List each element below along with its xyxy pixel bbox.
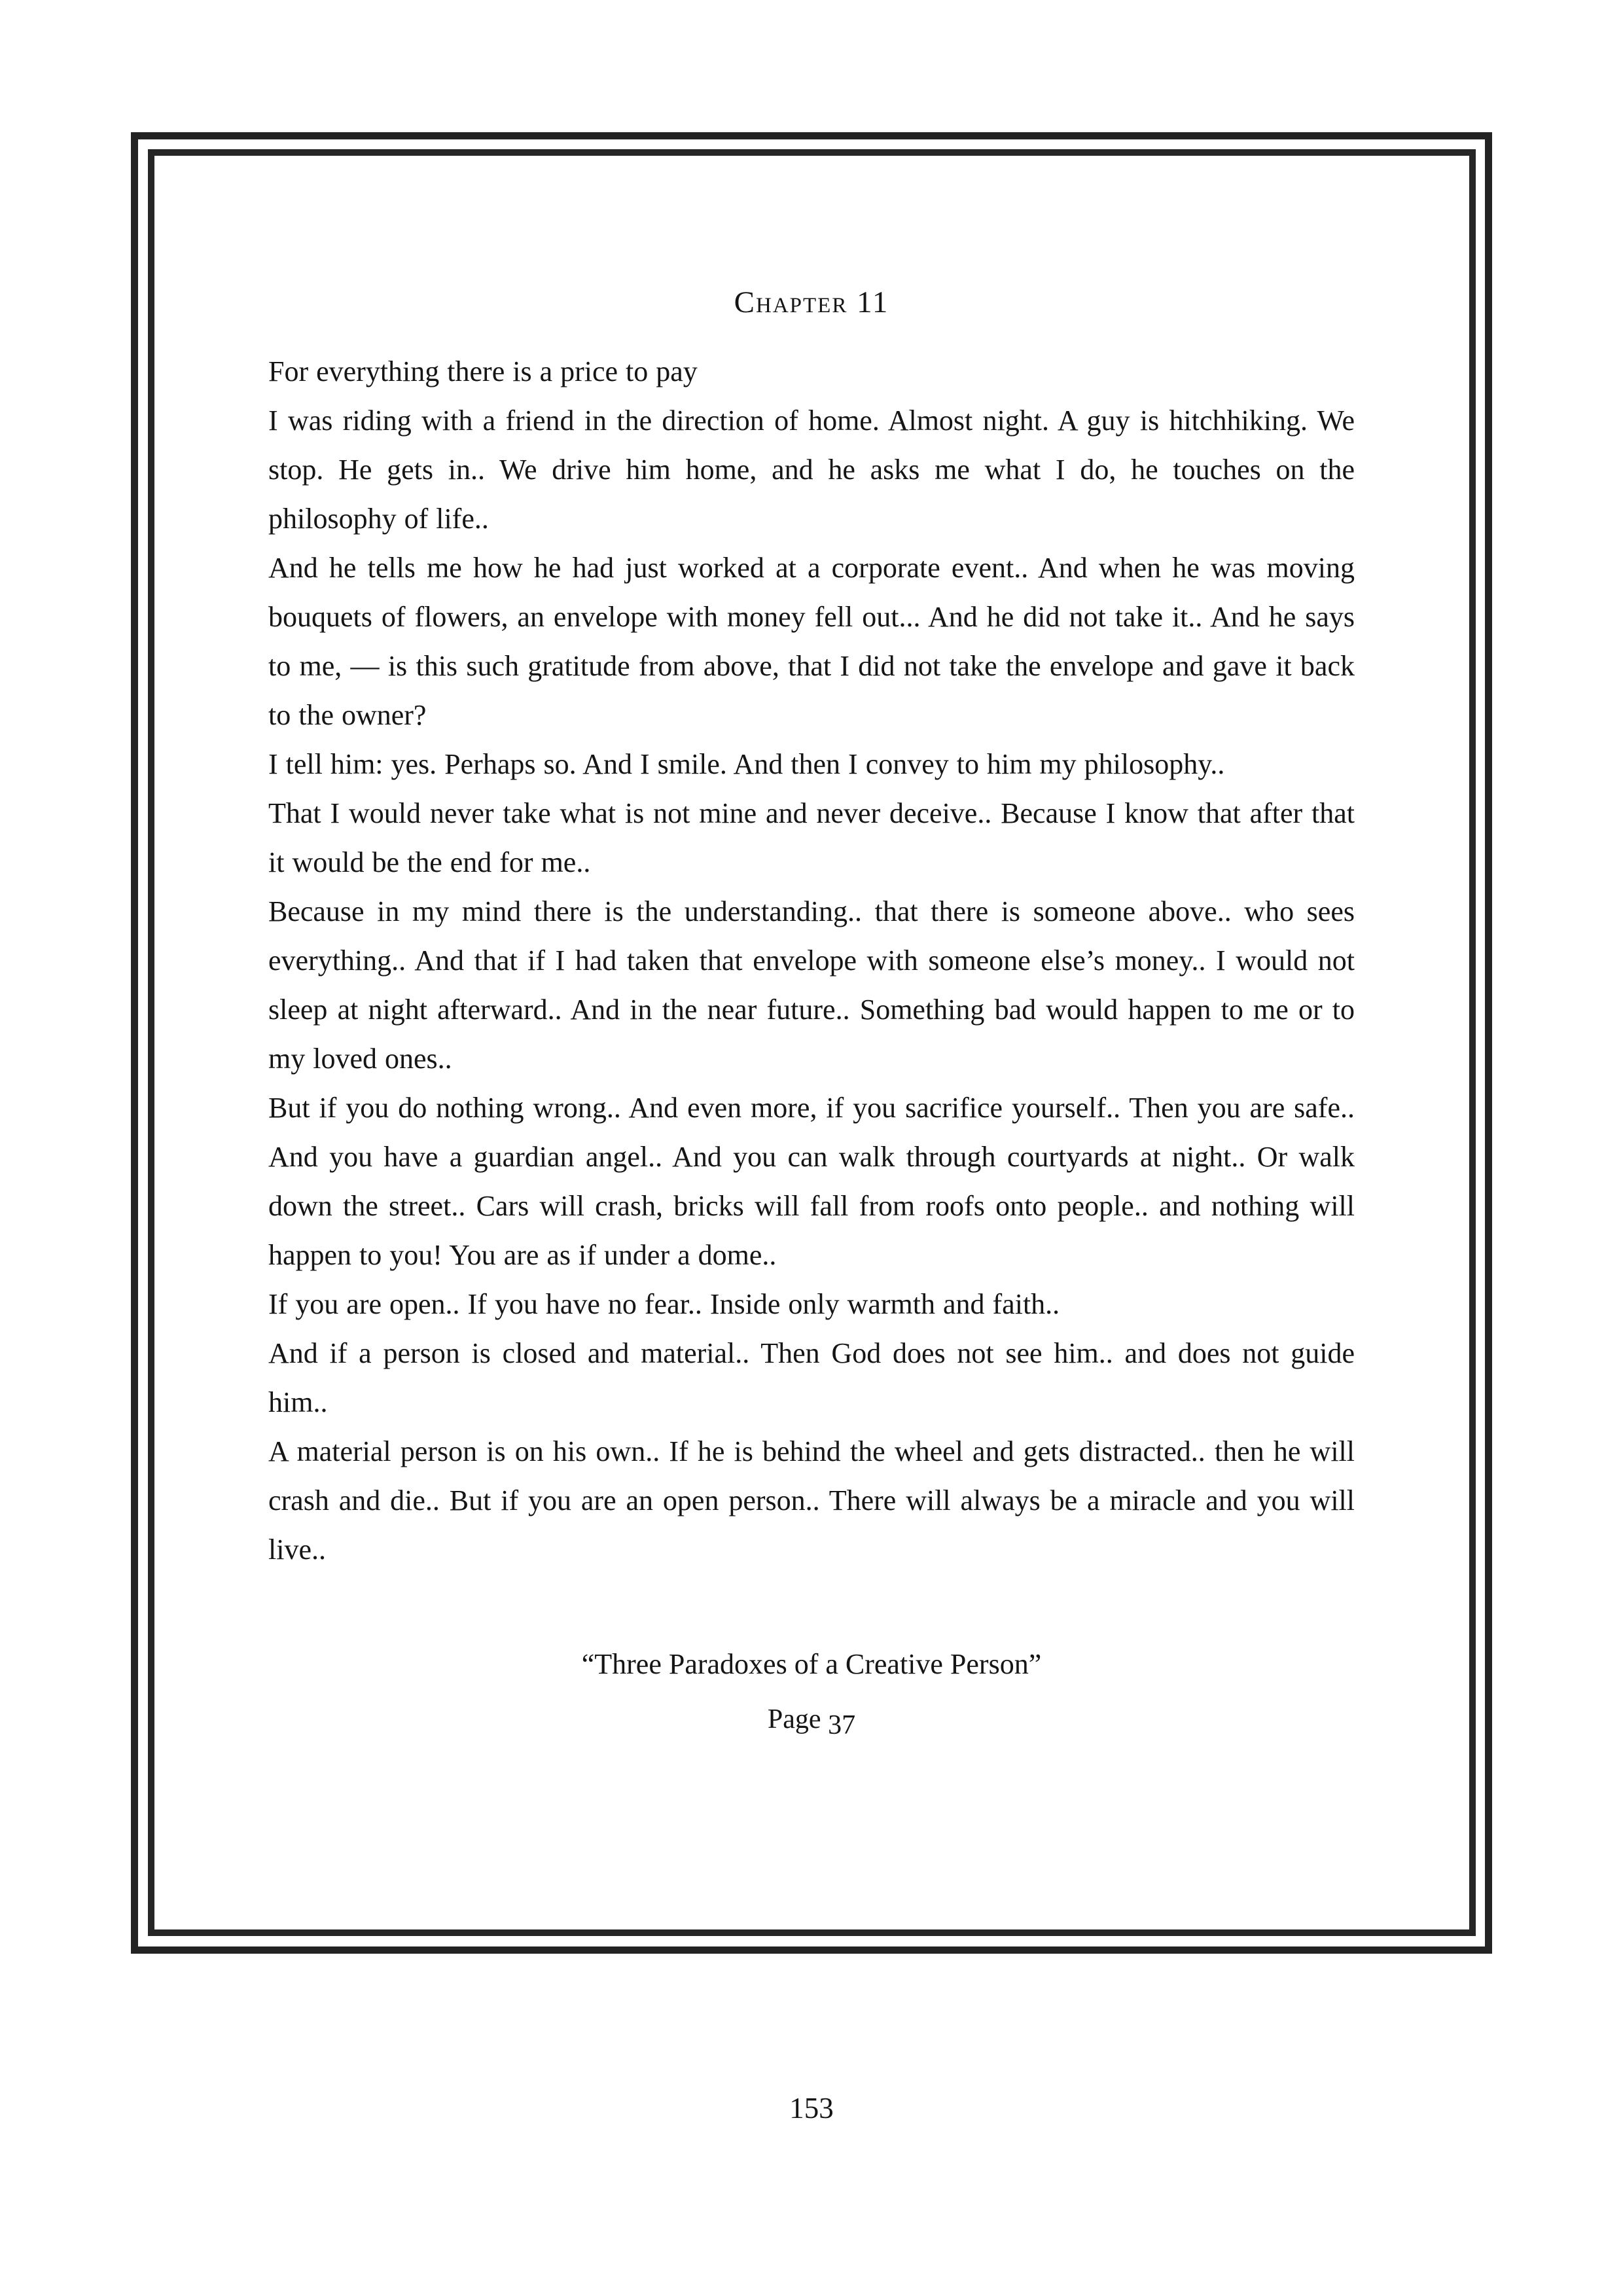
page-reference-number: 37 (828, 1710, 856, 1740)
folio-page-number: 153 (789, 2092, 834, 2125)
page-content (268, 278, 1355, 1744)
paragraph: And if a person is closed and material.. Then God does not see him.. and does not guide him.. (268, 1337, 1355, 1418)
paragraph: That I would never take what is not mine and never deceive.. Because I know that after that it would be the end for me.. (268, 797, 1355, 878)
paragraph: Because in my mind there is the understanding.. that there is someone above.. who sees everything.. And that if I had taken that envelope with someone else’s money.. I would not sleep at night afterward.. And in the near future.. Something bad would happen to me or to my loved ones.. (268, 895, 1355, 1075)
paragraph: But if you do nothing wrong.. And even more, if you sacrifice yourself.. Then you are safe.. And you have a guardian angel.. And you can walk through courtyards at night.. Or walk down the street.. Cars will crash, bricks will fall from roofs onto people.. and nothing will happen to you! You are as if under a dome.. (268, 1092, 1355, 1271)
page-reference-label: Page (767, 1704, 821, 1734)
book-title: “Three Paradoxes of a Creative Person” (581, 1648, 1042, 1680)
paragraph: For everything there is a price to pay (268, 355, 698, 387)
paragraph: And he tells me how he had just worked at a corporate event.. And when he was moving bouquets of flowers, an envelope with money fell out... And he did not take it.. And he says to me, — is this such gratitude from above, that I did not take the envelope and gave it back to the owner? (268, 552, 1355, 731)
paragraph: If you are open.. If you have no fear.. Inside only warmth and faith.. (268, 1288, 1060, 1320)
body-text (268, 347, 1355, 1574)
paragraph: A material person is on his own.. If he is behind the wheel and gets distracted.. then he will crash and die.. But if you are an open person.. There will always be a miracle and you will live.. (268, 1435, 1355, 1566)
paragraph: I was riding with a friend in the direction of home. Almost night. A guy is hitchhiking. We stop. He gets in.. We drive him home, and he asks me what I do, he touches on the philosophy of life.. (268, 404, 1355, 535)
chapter-heading: Chapter 11 (734, 285, 889, 319)
paragraph: I tell him: yes. Perhaps so. And I smile. And then I convey to him my philosophy.. (268, 748, 1225, 780)
page-reference (268, 1695, 1355, 1744)
